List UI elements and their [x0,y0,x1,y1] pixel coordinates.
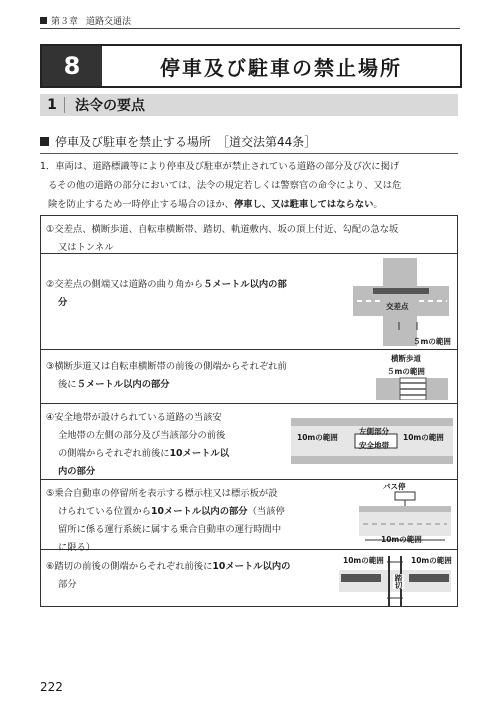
prohibited-places-table [40,215,458,607]
range-label-left: 10mの範囲 [297,433,338,442]
railroad-crossing-label: 踏切 [394,574,403,589]
safety-zone-label: 安全地帯 [359,441,389,450]
table-row [41,254,457,350]
intro-paragraph [40,157,460,214]
range-label: ５mの範囲 [387,367,425,376]
row-text-span: ⑥踏切の前後の側端からそれぞれ前後に [46,561,213,572]
running-head-chapter: 第３章 [51,17,79,27]
row-emphasis: 10メートル以 [169,448,230,459]
square-bullet-icon [40,17,47,24]
row-text [46,221,398,257]
sidewalk [359,506,451,512]
row-text-span: 後に [58,379,77,390]
intersection-label: 交差点 [386,302,409,311]
row-text-span: の側端からそれぞれ前後に [58,448,170,459]
intro-text: 険を防止するため一時停止する場合のほか、 [48,199,234,210]
range-label: 10mの範囲 [381,535,422,544]
row-text-span: （当該停 [247,506,285,517]
row-line: 部分 [58,579,77,590]
row-text [46,358,287,394]
section-number: 1 [40,97,65,113]
row-line: ④安全地帯が設けられている道路の当該安 [46,412,222,423]
row-emphasis: 10メートル以内の [212,561,291,572]
bus-stop-label: バス停 [383,482,406,491]
table-row [41,350,457,404]
row-line: 又はトンネル [58,242,114,253]
sidewalk-top [291,418,453,426]
row-line: に限る） [58,542,96,553]
sidewalk-bottom [291,456,453,464]
row-line: 全地帯の左側の部分及び当該部分の前後 [58,430,226,441]
table-row [41,216,457,254]
intro-emphasis: 停車し、又は駐車してはならない [233,199,374,210]
square-bullet-icon [40,137,49,146]
range-label-left: 10mの範囲 [343,556,384,565]
row-text [46,409,229,481]
range-marker [373,288,429,294]
row-line: ⑤乗合自動車の停留所を表示する標示柱又は標示板が設 [46,488,278,499]
sub-heading-text: 停車及び駐車を禁止する場所 [55,135,212,149]
row-emphasis: ５メートル以内の部分 [76,379,170,390]
row-line: 分 [58,297,68,308]
intro-line: 1．車両は、道路標識等により停車及び駐車が禁止されている道路の部分及び次に掲げ [40,161,400,172]
table-row [41,404,457,480]
row-line: 留所に係る運行系統に属する乗合自動車の運行時間中 [58,524,282,535]
table-row [41,480,457,553]
row-text [46,558,290,594]
running-head-title: 道路交通法 [86,17,132,27]
range-label-right: 10mの範囲 [411,556,452,565]
sub-heading [40,133,458,154]
row-line: ①交差点、横断歩道、自転車横断帯、踏切、軌道敷内、坂の頂上付近、勾配の急な坂 [46,224,399,235]
top-rule [40,28,460,29]
row-text [46,485,285,557]
row-text-span: ②交差点の側端又は道路の曲り角から [46,279,204,290]
chapter-header [40,44,462,88]
row-line [46,503,285,521]
row-line [46,276,287,294]
range-marker-right [409,574,449,582]
left-side-label: 左側部分 [359,427,389,436]
chapter-number: 8 [42,46,102,86]
crosswalk-label: 横断歩道 [391,354,421,363]
bus-stop-sign [395,492,415,500]
table-row [41,550,457,608]
running-head [40,14,131,27]
row-line [46,558,290,576]
row-emphasis: ５メートル以内の部 [203,279,287,290]
row-line [46,376,287,394]
intro-text: 。 [373,199,383,210]
range-marker-left [341,574,381,582]
row-text [46,276,287,312]
intro-line: るその他の道路の部分においては、法令の規定若しくは警察官の命令により、又は危 [48,180,402,191]
page-number: 222 [40,680,63,694]
section-header [40,94,458,116]
section-title: 法令の要点 [75,98,145,114]
row-text-span: けられている位置から [58,506,151,517]
chapter-title: 停車及び駐車の禁止場所 [160,55,402,80]
intro-line [40,195,460,214]
row-line: ③横断歩道又は自転車横断帯の前後の側端からそれぞれ前 [46,361,287,372]
range-label-right: 10mの範囲 [403,433,444,442]
sub-heading-ref: ［道交法第44条］ [217,135,317,149]
row-line [46,445,229,463]
range-label: ５mの範囲 [413,337,451,346]
row-line: 内の部分 [58,466,96,477]
row-emphasis: 10メートル以内の部分 [150,506,248,517]
